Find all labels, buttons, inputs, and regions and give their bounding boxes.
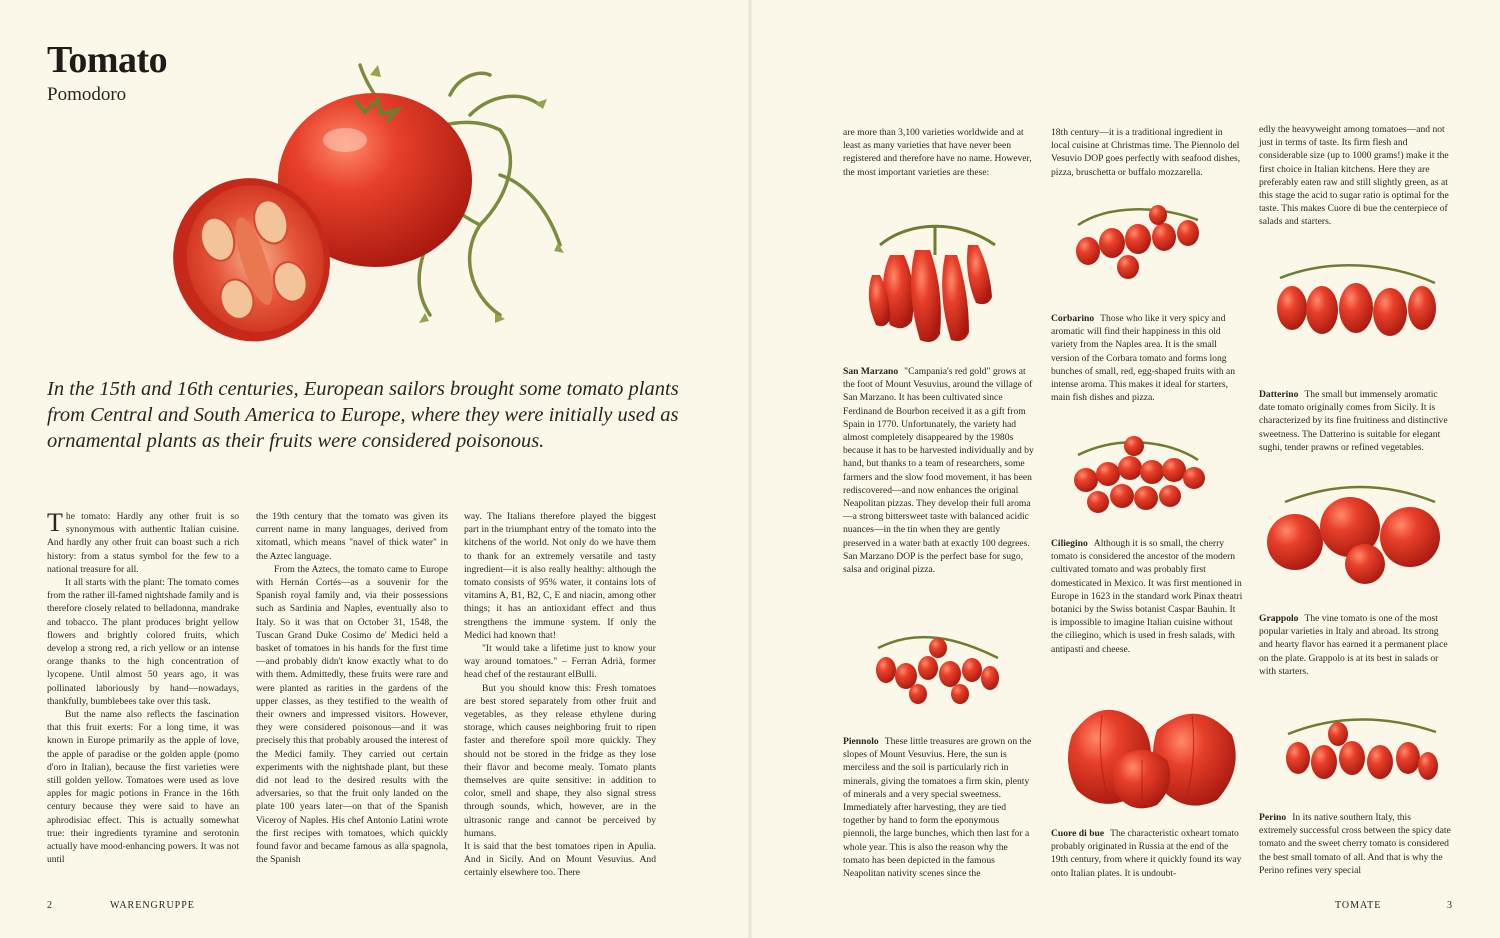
variety-name: San Marzano (843, 366, 899, 377)
variety-piennolo (843, 735, 1035, 880)
body-column-1 (47, 510, 239, 866)
page-title: Tomato (47, 39, 168, 81)
variety-description: In its native southern Italy, this extremely successful cross between the spicy date tomato and the sweet cherry tomato is considered the best small tomato of all. And that is why the Perino refines very special (1259, 812, 1451, 876)
variety-grappolo (1259, 612, 1451, 678)
variety-ciliegino (1051, 537, 1243, 656)
running-footer: WARENGRUPPE (110, 900, 195, 911)
quote: "It would take a lifetime just to know your way around tomatoes." – Ferran Adrià, former head chef of the restaurant elBulli. (464, 643, 656, 681)
variety-datterino (1259, 388, 1451, 454)
right-page (750, 0, 1500, 938)
variety-description: These little treasures are grown on the slopes of Mount Vesuvius. Here, the sun is merciless and the soil is particularly rich in minerals, giving the tomatoes a firm skin, plenty of minerals and a very special sweetness. Immediately after harvesting, they are tied together by hand to form the eponymous piennoli, the large bunches, which then last for a whole year. This is also the reason why the tomato has been depicted in the famous Neapolitan nativity scenes since the (843, 736, 1032, 880)
drop-cap: T (47, 508, 63, 537)
paragraph: It all starts with the plant: The tomato comes from the rather ill-famed nightshade family and is therefore closely related to belladonna, mandrake and tobacco. The plant produces bright yellow flowers and brightly colored fruits, which develop a strong red, a rich yellow or an intense orange thanks to the high concentration of lycopene. Until almost 50 years ago, it was pollinated laboriously by hand—nowadays, thankfully, bumblebees take over this task. (47, 577, 239, 707)
paragraph: 18th century—it is a traditional ingredient in local cuisine at Christmas time. The Piennolo del Vesuvio DOP goes perfectly with seafood dishes, pizza, bruschetta or buffalo mozzarella. (1051, 127, 1241, 178)
san-marzano-image (860, 215, 1010, 355)
variety-description: The characteristic oxheart tomato probably originated in Russia at the end of the 19th century, from where it quickly found its way onto Italian plates. It is undoubt- (1051, 828, 1242, 879)
lead-paragraph: In the 15th and 16th centuries, European sailors brought some tomato plants from Central and South America to Europe, where they were initially used as ornamental plants as their fruits were considered poisonous. (47, 378, 679, 452)
paragraph-text: he tomato: Hardly any other fruit is so synonymous with authentic Italian cuisine. And hardly any other fruit can boast such a rich history: from a status symbol for the few to a national treasure for all. (47, 511, 239, 575)
variety-cuore-di-bue (1051, 827, 1243, 880)
body-column-2 (256, 510, 448, 866)
paragraph (47, 510, 239, 576)
variety-description: Those who like it very spicy and aromatic will find their happiness in this old variety from the Naples area. It is the small version of the Corbara tomato and forms long bunches of small, red, egg-shaped fruits with an intense aroma. This makes it ideal for starters, main fish dishes and pizza. (1051, 313, 1236, 404)
variety-description: "Campania's red gold" grows at the foot of Mount Vesuvius, around the village of San Marzano. It has been cultivated since Ferdinand de Bourbon received it as a gift from Spain in 1770. Unfortunately, the variety had almost completely disappeared by the 1980s because it has to be harvested individually and by hand, but thanks to a team of researchers, some farmers and the slow food movement, it has been rediscovered—and now enhances the original Neapolitan pizzas. They develop their full aroma—a strong bittersweet taste with balanced acidic nuances—in the tin when they are gently preserved in a water bath at exactly 100 degrees. San Marzano DOP is the perfect base for sugo, salsa and original pizza. (843, 366, 1034, 576)
page-number: 3 (1447, 900, 1453, 911)
variety-name: Grappolo (1259, 613, 1299, 624)
variety-name: Cuore di bue (1051, 828, 1105, 839)
paragraph: But you should know this: Fresh tomatoes are best stored separately from other fruit and vegetables, as they release ethylene during storage, which causes neighboring fruit to ripen faster and therefore spoil more quickly. They should not be stored in the fridge as they lose their flavor and become mealy. Tomato plants themselves are quite sensitive: in addition to color, smell and shape, they also signal stress through sounds, which, however, are in the ultrasonic range and cannot be perceived by humans. (464, 682, 656, 839)
datterino-image (1270, 258, 1445, 353)
variety-description: Although it is so small, the cherry tomato is considered the ancestor of the modern cultivated tomato and was probably first domesticated in Mexico. It was first mentioned in Europe in 1623 in the standard work Pinax theatri botanici by the Swiss botanist Caspar Bauhin. It is impossible to imagine Italian cuisine without the ciliegino, which is used in fresh salads, with antipasti and cheese. (1051, 538, 1243, 655)
perino-image (1278, 712, 1443, 792)
variety-name: Datterino (1259, 389, 1299, 400)
variety-description: The vine tomato is one of the most popular varieties in Italy and abroad. Its strong and hearty flavor has earned it a permanent place on the plate. Grappolo is at its best in salads or with starters. (1259, 613, 1448, 677)
page-number: 2 (47, 900, 53, 911)
paragraph: the 19th century that the tomato was given its current name in many languages, derived from xitomatl, which means "navel of thick water" in the Aztec language. (256, 511, 448, 562)
paragraph: But the name also reflects the fascination that this fruit exerts: For a long time, it was known in Europe primarily as the apple of love, the apple of paradise or the golden apple (pomo d'oro in Italian), because the first varieties were still golden yellow. Tomatoes were used as love apples for magic potions in France in the 16th century because they were said to have an aphrodisiac effect. This is actually somewhat true: their ingredients tyramine and serotonin actually have mood-enhancing powers. It was not until (47, 709, 239, 866)
cuore-di-bue-image (1062, 685, 1242, 810)
variety-san-marzano (843, 365, 1035, 576)
continued-text (1259, 123, 1451, 229)
ciliegino-image (1068, 430, 1208, 525)
paragraph: way. The Italians therefore played the biggest part in the triumphant entry of the tomato into the kitchens of the world. Not only do we have them to thank for an extremely versatile and tasty ingredient—it is also really healthy: although the tomato consists of 95% water, it contains lots of vitamins A, B1, B2, C, E and niacin, among other things; it has an antioxidant effect and thus strengthens the immune system. If only the Medici had known that! (464, 511, 656, 641)
variety-name: Corbarino (1051, 313, 1095, 324)
page-subtitle: Pomodoro (47, 84, 127, 105)
piennolo-image (868, 628, 1003, 708)
corbarino-image (1068, 195, 1208, 285)
paragraph: are more than 3,100 varieties worldwide and at least as many varieties that have never been registered and therefore have no name. However, the most important varieties are these: (843, 127, 1032, 178)
variety-description: The small but immensely aromatic date tomato originally comes from Sicily. It is characterized by its fine fruitiness and distinctive sweetness. The Datterino is suitable for elegant sughi, tender prawns or refined vegetables. (1259, 389, 1448, 453)
grappolo-image (1265, 482, 1450, 587)
tomato-hero-illustration (140, 55, 600, 355)
variety-name: Perino (1259, 812, 1287, 823)
variety-corbarino (1051, 312, 1243, 404)
continued-text (1051, 126, 1243, 179)
paragraph: edly the heavyweight among tomatoes—and not just in terms of taste. Its firm flesh and considerable size (up to 1000 grams!) make it the first choice in Italian kitchens. Here they are preferably eaten raw and still slightly green, as at this stage the acid to sugar ratio is optimal for the taste. This makes Cuore di bue the centerpiece of salads and starters. (1259, 124, 1449, 228)
body-column-3 (464, 510, 656, 880)
variety-name: Piennolo (843, 736, 879, 747)
running-footer: TOMATE (1335, 900, 1382, 911)
variety-name: Ciliegino (1051, 538, 1088, 549)
intro-text (843, 126, 1035, 179)
paragraph: It is said that the best tomatoes ripen in Apulia. And in Sicily. And on Mount Vesuvius. And certainly elsewhere too. There (464, 841, 656, 879)
paragraph: From the Aztecs, the tomato came to Europe with Hernán Cortés—as a souvenir for the Spanish royal family and, via their possessions such as Sardinia and Naples, eventually also to Italy. So it was that on October 31, 1548, the Tuscan Grand Duke Cosimo de' Medici held a basket of tomatoes in his hands for the first time—and probably didn't know exactly what to do with them. Admittedly, these fruits were rare and were planted as rarities in the gardens of the upper classes, as they testified to the wealth of their owners and impressed visitors. However, they were considered poisonous—and it was precisely this that probably aroused the interest of the Medici family. They carried out certain experiments with the nightshade plant, but these did not lead to the desired results with the adversaries, so that the fruit only landed on the plate 100 years later—on that of the Spanish Viceroy of Naples. His chef Antonio Latini wrote the first recipes with tomatoes, which quickly found favor and became famous as alla spagnola, the Spanish (256, 563, 448, 866)
variety-perino (1259, 811, 1451, 877)
